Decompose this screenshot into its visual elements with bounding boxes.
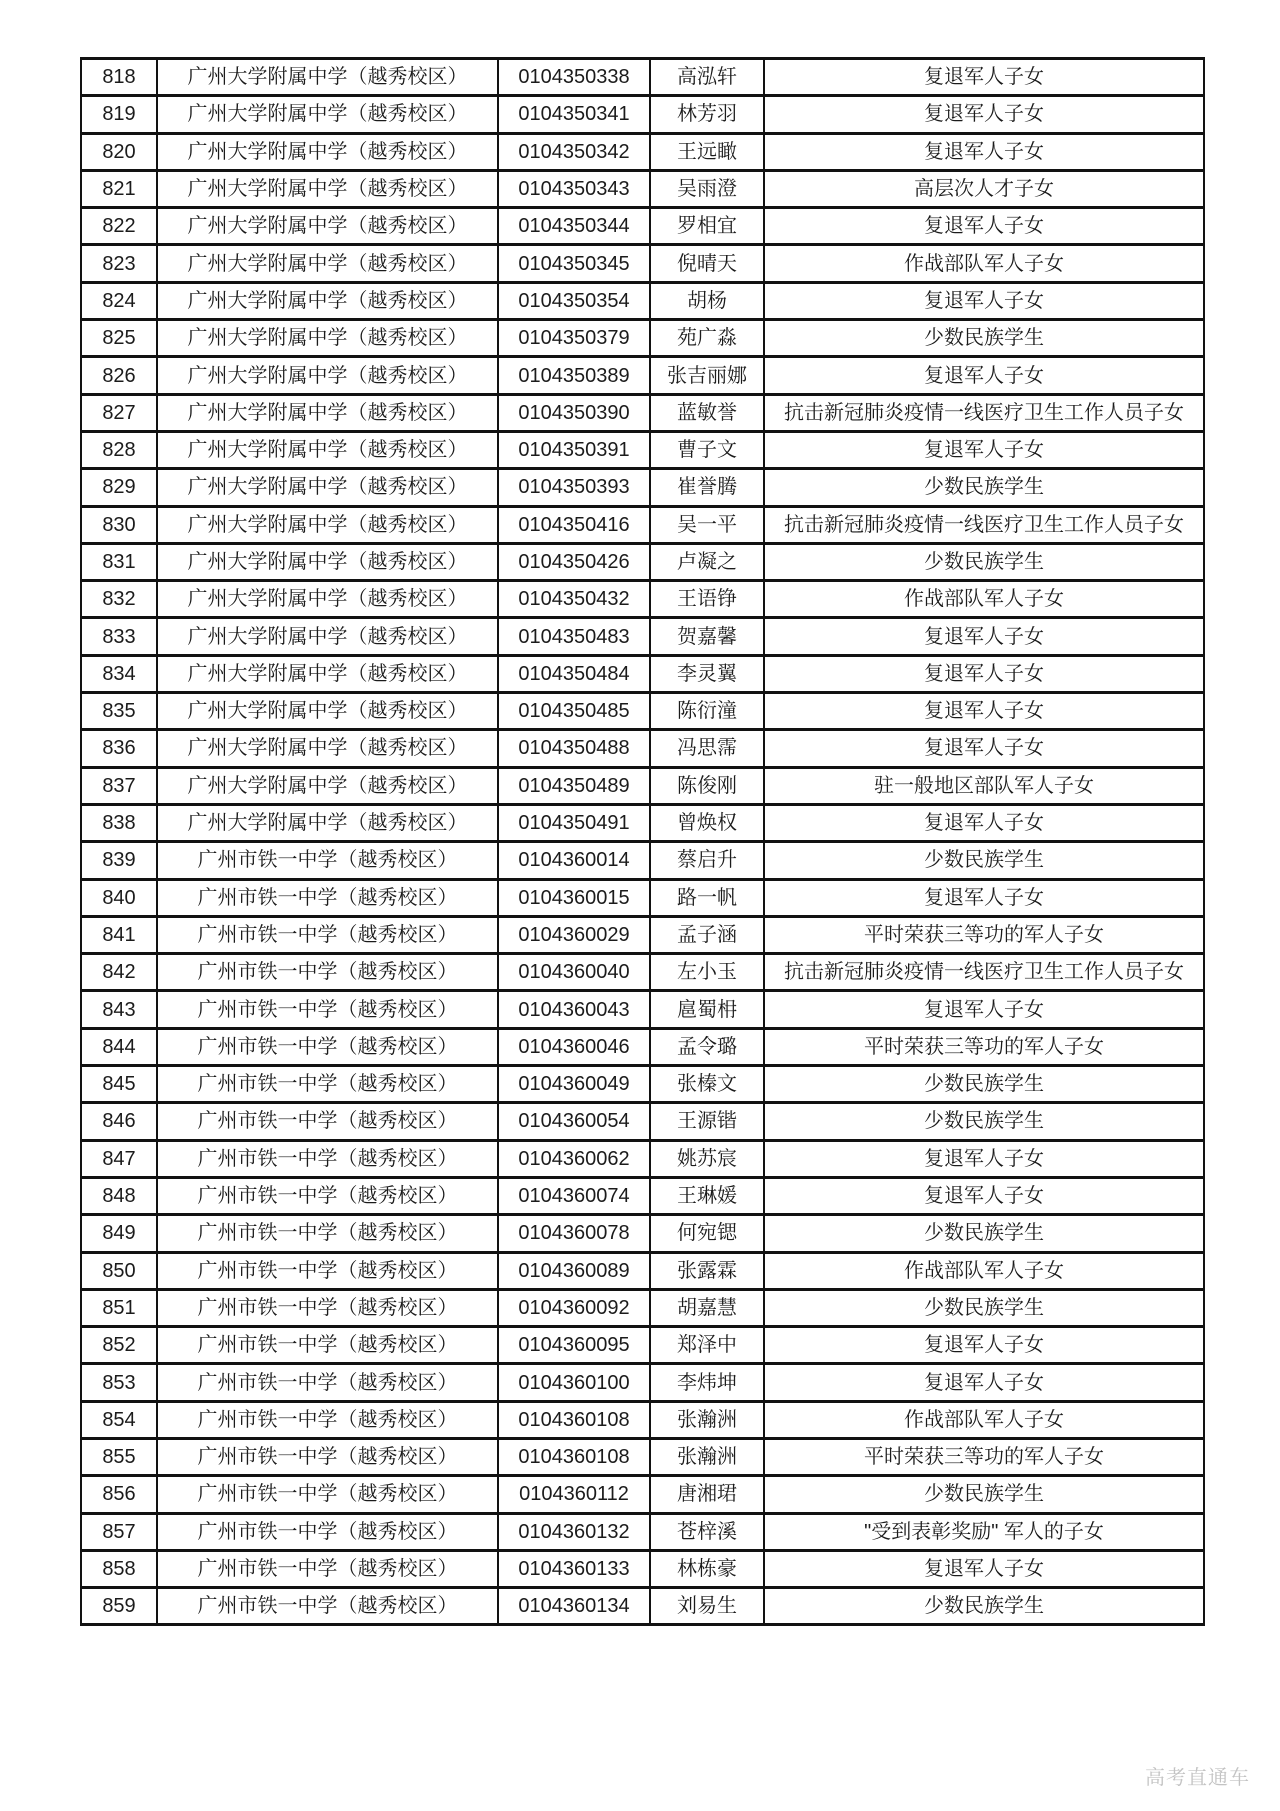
student-name-cell: 贺嘉馨 bbox=[650, 618, 764, 655]
registration-id-cell: 0104360078 bbox=[498, 1215, 650, 1252]
school-cell: 广州市铁一中学（越秀校区） bbox=[157, 1289, 498, 1326]
watermark: 高考直通车 bbox=[1145, 1767, 1250, 1789]
category-cell: 抗击新冠肺炎疫情一线医疗卫生工作人员子女 bbox=[764, 506, 1204, 543]
student-name-cell: 扈蜀枏 bbox=[650, 991, 764, 1028]
registration-id-cell: 0104350483 bbox=[498, 618, 650, 655]
row-number-cell: 841 bbox=[81, 916, 157, 953]
school-cell: 广州大学附属中学（越秀校区） bbox=[157, 804, 498, 841]
row-number-cell: 828 bbox=[81, 431, 157, 468]
registration-id-cell: 0104350389 bbox=[498, 357, 650, 394]
student-name-cell: 张榛文 bbox=[650, 1066, 764, 1103]
registration-id-cell: 0104360100 bbox=[498, 1364, 650, 1401]
school-cell: 广州大学附属中学（越秀校区） bbox=[157, 767, 498, 804]
school-cell: 广州市铁一中学（越秀校区） bbox=[157, 1401, 498, 1438]
row-number-cell: 826 bbox=[81, 357, 157, 394]
registration-id-cell: 0104360074 bbox=[498, 1177, 650, 1214]
table-row bbox=[81, 469, 1204, 506]
registration-id-cell: 0104360092 bbox=[498, 1289, 650, 1326]
row-number-cell: 830 bbox=[81, 506, 157, 543]
registration-id-cell: 0104360095 bbox=[498, 1327, 650, 1364]
table-row bbox=[81, 394, 1204, 431]
school-cell: 广州大学附属中学（越秀校区） bbox=[157, 170, 498, 207]
row-number-cell: 854 bbox=[81, 1401, 157, 1438]
row-number-cell: 827 bbox=[81, 394, 157, 431]
table-row bbox=[81, 1550, 1204, 1587]
registration-id-cell: 0104350390 bbox=[498, 394, 650, 431]
table-row bbox=[81, 208, 1204, 245]
category-cell: 复退军人子女 bbox=[764, 655, 1204, 692]
category-cell: 复退军人子女 bbox=[764, 730, 1204, 767]
registration-id-cell: 0104350345 bbox=[498, 245, 650, 282]
table-row bbox=[81, 1476, 1204, 1513]
table-row bbox=[81, 1028, 1204, 1065]
school-cell: 广州市铁一中学（越秀校区） bbox=[157, 842, 498, 879]
registration-id-cell: 0104350484 bbox=[498, 655, 650, 692]
category-cell: 平时荣获三等功的军人子女 bbox=[764, 1028, 1204, 1065]
category-cell: "受到表彰奖励" 军人的子女 bbox=[764, 1513, 1204, 1550]
row-number-cell: 840 bbox=[81, 879, 157, 916]
table-row bbox=[81, 320, 1204, 357]
table-row bbox=[81, 1140, 1204, 1177]
category-cell: 作战部队军人子女 bbox=[764, 581, 1204, 618]
student-name-cell: 罗相宜 bbox=[650, 208, 764, 245]
category-cell: 少数民族学生 bbox=[764, 543, 1204, 580]
registration-id-cell: 0104360062 bbox=[498, 1140, 650, 1177]
registration-id-cell: 0104350342 bbox=[498, 133, 650, 170]
category-cell: 少数民族学生 bbox=[764, 320, 1204, 357]
table-row bbox=[81, 1289, 1204, 1326]
row-number-cell: 829 bbox=[81, 469, 157, 506]
registration-id-cell: 0104360015 bbox=[498, 879, 650, 916]
row-number-cell: 833 bbox=[81, 618, 157, 655]
category-cell: 复退军人子女 bbox=[764, 618, 1204, 655]
school-cell: 广州大学附属中学（越秀校区） bbox=[157, 469, 498, 506]
school-cell: 广州市铁一中学（越秀校区） bbox=[157, 1327, 498, 1364]
table-row bbox=[81, 1513, 1204, 1550]
student-name-cell: 郑泽中 bbox=[650, 1327, 764, 1364]
category-cell: 少数民族学生 bbox=[764, 1289, 1204, 1326]
school-cell: 广州市铁一中学（越秀校区） bbox=[157, 1550, 498, 1587]
student-name-cell: 蓝敏誉 bbox=[650, 394, 764, 431]
table-row bbox=[81, 245, 1204, 282]
table-row bbox=[81, 1401, 1204, 1438]
student-name-cell: 张瀚洲 bbox=[650, 1401, 764, 1438]
school-cell: 广州大学附属中学（越秀校区） bbox=[157, 208, 498, 245]
row-number-cell: 847 bbox=[81, 1140, 157, 1177]
row-number-cell: 836 bbox=[81, 730, 157, 767]
student-name-cell: 高泓轩 bbox=[650, 59, 764, 96]
student-name-cell: 何宛锶 bbox=[650, 1215, 764, 1252]
registration-id-cell: 0104360046 bbox=[498, 1028, 650, 1065]
student-name-cell: 孟子涵 bbox=[650, 916, 764, 953]
student-name-cell: 王源锴 bbox=[650, 1103, 764, 1140]
row-number-cell: 832 bbox=[81, 581, 157, 618]
row-number-cell: 846 bbox=[81, 1103, 157, 1140]
school-cell: 广州市铁一中学（越秀校区） bbox=[157, 991, 498, 1028]
row-number-cell: 822 bbox=[81, 208, 157, 245]
school-cell: 广州大学附属中学（越秀校区） bbox=[157, 96, 498, 133]
category-cell: 作战部队军人子女 bbox=[764, 1252, 1204, 1289]
table-row bbox=[81, 991, 1204, 1028]
student-name-cell: 苍梓溪 bbox=[650, 1513, 764, 1550]
school-cell: 广州市铁一中学（越秀校区） bbox=[157, 879, 498, 916]
school-cell: 广州大学附属中学（越秀校区） bbox=[157, 730, 498, 767]
student-roster-table-body bbox=[81, 59, 1204, 1625]
registration-id-cell: 0104360043 bbox=[498, 991, 650, 1028]
table-row bbox=[81, 1364, 1204, 1401]
student-name-cell: 刘易生 bbox=[650, 1588, 764, 1625]
category-cell: 复退军人子女 bbox=[764, 991, 1204, 1028]
category-cell: 少数民族学生 bbox=[764, 469, 1204, 506]
row-number-cell: 853 bbox=[81, 1364, 157, 1401]
student-name-cell: 唐湘珺 bbox=[650, 1476, 764, 1513]
table-row bbox=[81, 506, 1204, 543]
student-name-cell: 王琳媛 bbox=[650, 1177, 764, 1214]
student-name-cell: 王远瞰 bbox=[650, 133, 764, 170]
registration-id-cell: 0104350343 bbox=[498, 170, 650, 207]
school-cell: 广州大学附属中学（越秀校区） bbox=[157, 431, 498, 468]
school-cell: 广州市铁一中学（越秀校区） bbox=[157, 1103, 498, 1140]
school-cell: 广州市铁一中学（越秀校区） bbox=[157, 1252, 498, 1289]
table-row bbox=[81, 431, 1204, 468]
student-name-cell: 张露霖 bbox=[650, 1252, 764, 1289]
category-cell: 作战部队军人子女 bbox=[764, 1401, 1204, 1438]
student-name-cell: 冯思霈 bbox=[650, 730, 764, 767]
row-number-cell: 850 bbox=[81, 1252, 157, 1289]
registration-id-cell: 0104350491 bbox=[498, 804, 650, 841]
table-row bbox=[81, 1215, 1204, 1252]
student-name-cell: 崔誉腾 bbox=[650, 469, 764, 506]
category-cell: 复退军人子女 bbox=[764, 1177, 1204, 1214]
student-name-cell: 路一帆 bbox=[650, 879, 764, 916]
row-number-cell: 857 bbox=[81, 1513, 157, 1550]
student-name-cell: 吴雨澄 bbox=[650, 170, 764, 207]
table-row bbox=[81, 730, 1204, 767]
category-cell: 少数民族学生 bbox=[764, 842, 1204, 879]
category-cell: 复退军人子女 bbox=[764, 208, 1204, 245]
category-cell: 复退军人子女 bbox=[764, 96, 1204, 133]
row-number-cell: 824 bbox=[81, 282, 157, 319]
table-row bbox=[81, 543, 1204, 580]
category-cell: 少数民族学生 bbox=[764, 1215, 1204, 1252]
table-row bbox=[81, 1177, 1204, 1214]
student-name-cell: 陈衍潼 bbox=[650, 693, 764, 730]
registration-id-cell: 0104350488 bbox=[498, 730, 650, 767]
table-row bbox=[81, 96, 1204, 133]
school-cell: 广州大学附属中学（越秀校区） bbox=[157, 655, 498, 692]
row-number-cell: 839 bbox=[81, 842, 157, 879]
school-cell: 广州市铁一中学（越秀校区） bbox=[157, 1364, 498, 1401]
school-cell: 广州市铁一中学（越秀校区） bbox=[157, 916, 498, 953]
registration-id-cell: 0104360014 bbox=[498, 842, 650, 879]
student-name-cell: 倪晴天 bbox=[650, 245, 764, 282]
registration-id-cell: 0104350432 bbox=[498, 581, 650, 618]
registration-id-cell: 0104360134 bbox=[498, 1588, 650, 1625]
student-name-cell: 卢凝之 bbox=[650, 543, 764, 580]
row-number-cell: 838 bbox=[81, 804, 157, 841]
row-number-cell: 855 bbox=[81, 1438, 157, 1475]
school-cell: 广州市铁一中学（越秀校区） bbox=[157, 1028, 498, 1065]
row-number-cell: 858 bbox=[81, 1550, 157, 1587]
table-row bbox=[81, 133, 1204, 170]
row-number-cell: 859 bbox=[81, 1588, 157, 1625]
registration-id-cell: 0104360132 bbox=[498, 1513, 650, 1550]
category-cell: 抗击新冠肺炎疫情一线医疗卫生工作人员子女 bbox=[764, 394, 1204, 431]
row-number-cell: 835 bbox=[81, 693, 157, 730]
row-number-cell: 837 bbox=[81, 767, 157, 804]
row-number-cell: 825 bbox=[81, 320, 157, 357]
table-row bbox=[81, 916, 1204, 953]
school-cell: 广州大学附属中学（越秀校区） bbox=[157, 320, 498, 357]
row-number-cell: 831 bbox=[81, 543, 157, 580]
student-name-cell: 孟令璐 bbox=[650, 1028, 764, 1065]
school-cell: 广州市铁一中学（越秀校区） bbox=[157, 954, 498, 991]
category-cell: 少数民族学生 bbox=[764, 1588, 1204, 1625]
category-cell: 复退军人子女 bbox=[764, 431, 1204, 468]
registration-id-cell: 0104360040 bbox=[498, 954, 650, 991]
student-name-cell: 李炜坤 bbox=[650, 1364, 764, 1401]
table-row bbox=[81, 1066, 1204, 1103]
category-cell: 少数民族学生 bbox=[764, 1066, 1204, 1103]
school-cell: 广州市铁一中学（越秀校区） bbox=[157, 1513, 498, 1550]
registration-id-cell: 0104360108 bbox=[498, 1438, 650, 1475]
category-cell: 复退军人子女 bbox=[764, 1327, 1204, 1364]
registration-id-cell: 0104350391 bbox=[498, 431, 650, 468]
row-number-cell: 823 bbox=[81, 245, 157, 282]
category-cell: 复退军人子女 bbox=[764, 282, 1204, 319]
table-row bbox=[81, 1588, 1204, 1625]
school-cell: 广州大学附属中学（越秀校区） bbox=[157, 581, 498, 618]
school-cell: 广州大学附属中学（越秀校区） bbox=[157, 394, 498, 431]
registration-id-cell: 0104350338 bbox=[498, 59, 650, 96]
school-cell: 广州大学附属中学（越秀校区） bbox=[157, 59, 498, 96]
registration-id-cell: 0104350489 bbox=[498, 767, 650, 804]
registration-id-cell: 0104360049 bbox=[498, 1066, 650, 1103]
category-cell: 作战部队军人子女 bbox=[764, 245, 1204, 282]
category-cell: 少数民族学生 bbox=[764, 1103, 1204, 1140]
row-number-cell: 820 bbox=[81, 133, 157, 170]
category-cell: 高层次人才子女 bbox=[764, 170, 1204, 207]
row-number-cell: 848 bbox=[81, 1177, 157, 1214]
table-row bbox=[81, 693, 1204, 730]
row-number-cell: 842 bbox=[81, 954, 157, 991]
registration-id-cell: 0104350379 bbox=[498, 320, 650, 357]
school-cell: 广州市铁一中学（越秀校区） bbox=[157, 1066, 498, 1103]
category-cell: 复退军人子女 bbox=[764, 1140, 1204, 1177]
school-cell: 广州市铁一中学（越秀校区） bbox=[157, 1438, 498, 1475]
registration-id-cell: 0104360054 bbox=[498, 1103, 650, 1140]
table-row bbox=[81, 655, 1204, 692]
table-row bbox=[81, 842, 1204, 879]
school-cell: 广州大学附属中学（越秀校区） bbox=[157, 357, 498, 394]
table-row bbox=[81, 1438, 1204, 1475]
student-name-cell: 李灵翼 bbox=[650, 655, 764, 692]
registration-id-cell: 0104350341 bbox=[498, 96, 650, 133]
table-row bbox=[81, 170, 1204, 207]
school-cell: 广州市铁一中学（越秀校区） bbox=[157, 1476, 498, 1513]
category-cell: 驻一般地区部队军人子女 bbox=[764, 767, 1204, 804]
school-cell: 广州大学附属中学（越秀校区） bbox=[157, 618, 498, 655]
school-cell: 广州大学附属中学（越秀校区） bbox=[157, 133, 498, 170]
school-cell: 广州市铁一中学（越秀校区） bbox=[157, 1588, 498, 1625]
category-cell: 复退军人子女 bbox=[764, 133, 1204, 170]
category-cell: 复退军人子女 bbox=[764, 59, 1204, 96]
school-cell: 广州大学附属中学（越秀校区） bbox=[157, 245, 498, 282]
row-number-cell: 851 bbox=[81, 1289, 157, 1326]
table-row bbox=[81, 804, 1204, 841]
row-number-cell: 845 bbox=[81, 1066, 157, 1103]
student-name-cell: 陈俊刚 bbox=[650, 767, 764, 804]
table-row bbox=[81, 767, 1204, 804]
category-cell: 平时荣获三等功的军人子女 bbox=[764, 916, 1204, 953]
category-cell: 复退军人子女 bbox=[764, 879, 1204, 916]
school-cell: 广州市铁一中学（越秀校区） bbox=[157, 1140, 498, 1177]
row-number-cell: 818 bbox=[81, 59, 157, 96]
category-cell: 复退军人子女 bbox=[764, 357, 1204, 394]
row-number-cell: 844 bbox=[81, 1028, 157, 1065]
student-name-cell: 张瀚洲 bbox=[650, 1438, 764, 1475]
category-cell: 复退军人子女 bbox=[764, 804, 1204, 841]
student-name-cell: 王语铮 bbox=[650, 581, 764, 618]
student-name-cell: 曾焕权 bbox=[650, 804, 764, 841]
category-cell: 少数民族学生 bbox=[764, 1476, 1204, 1513]
student-name-cell: 林栋豪 bbox=[650, 1550, 764, 1587]
category-cell: 复退军人子女 bbox=[764, 1364, 1204, 1401]
category-cell: 复退军人子女 bbox=[764, 1550, 1204, 1587]
category-cell: 抗击新冠肺炎疫情一线医疗卫生工作人员子女 bbox=[764, 954, 1204, 991]
registration-id-cell: 0104360112 bbox=[498, 1476, 650, 1513]
row-number-cell: 856 bbox=[81, 1476, 157, 1513]
registration-id-cell: 0104350426 bbox=[498, 543, 650, 580]
school-cell: 广州市铁一中学（越秀校区） bbox=[157, 1177, 498, 1214]
student-name-cell: 吴一平 bbox=[650, 506, 764, 543]
table-row bbox=[81, 954, 1204, 991]
table-row bbox=[81, 1252, 1204, 1289]
registration-id-cell: 0104360133 bbox=[498, 1550, 650, 1587]
registration-id-cell: 0104350485 bbox=[498, 693, 650, 730]
school-cell: 广州大学附属中学（越秀校区） bbox=[157, 693, 498, 730]
student-name-cell: 曹子文 bbox=[650, 431, 764, 468]
registration-id-cell: 0104350416 bbox=[498, 506, 650, 543]
registration-id-cell: 0104350393 bbox=[498, 469, 650, 506]
school-cell: 广州大学附属中学（越秀校区） bbox=[157, 282, 498, 319]
student-name-cell: 张吉丽娜 bbox=[650, 357, 764, 394]
category-cell: 复退军人子女 bbox=[764, 693, 1204, 730]
student-name-cell: 姚苏宸 bbox=[650, 1140, 764, 1177]
student-roster-table bbox=[80, 57, 1205, 1626]
student-name-cell: 苑广淼 bbox=[650, 320, 764, 357]
school-cell: 广州市铁一中学（越秀校区） bbox=[157, 1215, 498, 1252]
registration-id-cell: 0104360029 bbox=[498, 916, 650, 953]
table-row bbox=[81, 59, 1204, 96]
registration-id-cell: 0104350344 bbox=[498, 208, 650, 245]
school-cell: 广州大学附属中学（越秀校区） bbox=[157, 506, 498, 543]
table-row bbox=[81, 1327, 1204, 1364]
row-number-cell: 843 bbox=[81, 991, 157, 1028]
student-name-cell: 左小玉 bbox=[650, 954, 764, 991]
registration-id-cell: 0104360108 bbox=[498, 1401, 650, 1438]
student-name-cell: 林芳羽 bbox=[650, 96, 764, 133]
row-number-cell: 821 bbox=[81, 170, 157, 207]
row-number-cell: 849 bbox=[81, 1215, 157, 1252]
school-cell: 广州大学附属中学（越秀校区） bbox=[157, 543, 498, 580]
table-row bbox=[81, 1103, 1204, 1140]
category-cell: 平时荣获三等功的军人子女 bbox=[764, 1438, 1204, 1475]
table-row bbox=[81, 357, 1204, 394]
row-number-cell: 852 bbox=[81, 1327, 157, 1364]
table-row bbox=[81, 879, 1204, 916]
table-row bbox=[81, 581, 1204, 618]
table-row bbox=[81, 618, 1204, 655]
registration-id-cell: 0104360089 bbox=[498, 1252, 650, 1289]
table-row bbox=[81, 282, 1204, 319]
row-number-cell: 834 bbox=[81, 655, 157, 692]
registration-id-cell: 0104350354 bbox=[498, 282, 650, 319]
row-number-cell: 819 bbox=[81, 96, 157, 133]
student-name-cell: 蔡启升 bbox=[650, 842, 764, 879]
student-name-cell: 胡杨 bbox=[650, 282, 764, 319]
student-name-cell: 胡嘉慧 bbox=[650, 1289, 764, 1326]
